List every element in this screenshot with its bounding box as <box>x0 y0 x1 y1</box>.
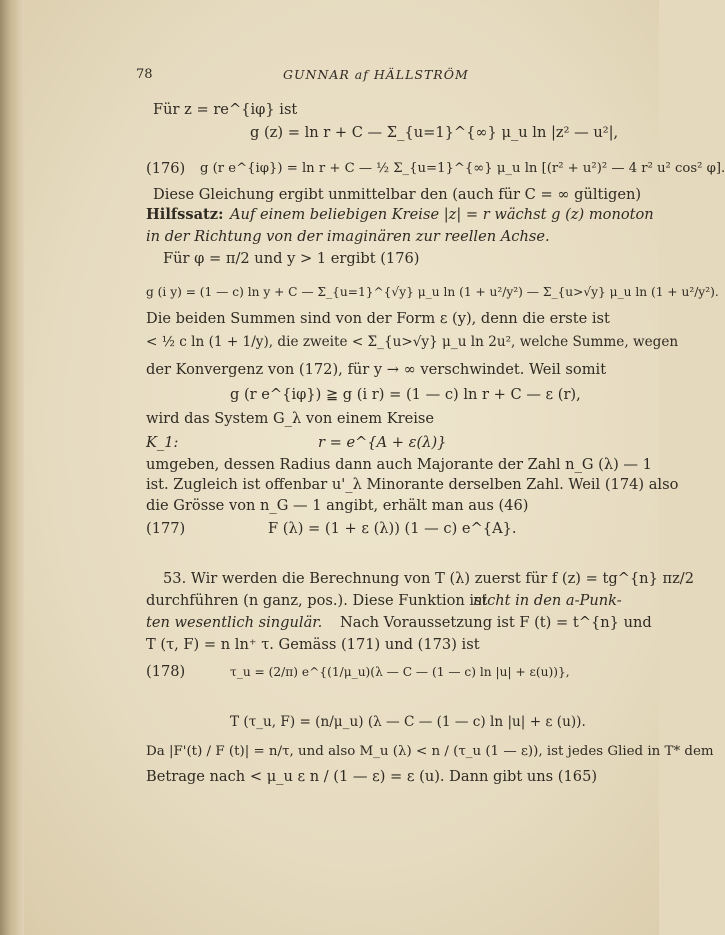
equation-number: (176) <box>146 160 186 177</box>
equation: T (τ_u, F) = (n/μ_u) (λ — C — (1 — c) ln |u| + ε (u)). <box>230 714 586 730</box>
text-line: Für φ = π/2 und y > 1 ergibt (176) <box>163 250 420 267</box>
text-line: durchführen (n ganz, pos.). Diese Funktion ist <box>146 592 488 609</box>
equation: r = e^{A + ε(λ)} <box>318 434 447 451</box>
text-line: Nach Voraussetzung ist F (t) = t^{n} und <box>340 614 652 631</box>
equation: g (i y) = (1 — c) ln y + C — Σ_{u=1}^{√y} μ_u ln (1 + u²/y²) — Σ_{u>√y} μ_u ln (1 + u²/y²). <box>146 285 719 299</box>
text-line: Die beiden Summen sind von der Form ε (y), denn die erste ist <box>146 310 610 327</box>
text-line: Da |F'(t) / F (t)| = n/τ, und also M_u (λ) < n / (τ_u (1 — ε)), ist jedes Glied in T* dem <box>146 744 714 759</box>
text-line: der Konvergenz von (172), für y → ∞ verschwindet. Weil somit <box>146 361 607 378</box>
text-line: 53. Wir werden die Berechnung von T (λ) zuerst für f (z) = tg^{n} πz/2 <box>163 570 694 587</box>
equation: g (z) = ln r + C — Σ_{u=1}^{∞} μ_u ln |z² — u²|, <box>250 124 619 141</box>
text-line: wird das System G_λ von einem Kreise <box>146 410 435 427</box>
equation-number: (177) <box>146 520 186 537</box>
text-line: ten wesentlich singulär. <box>146 614 323 631</box>
text-line: nicht in den a-Punk- <box>473 592 622 609</box>
equation: g (r e^{iφ}) = ln r + C — ½ Σ_{u=1}^{∞} μ_u ln [(r² + u²)² — 4 r² u² cos² φ]. <box>200 161 725 176</box>
text-line: in der Richtung von der imaginären zur reellen Achse. <box>146 228 550 245</box>
text-line: Betrage nach < μ_u ε n / (1 — ε) = ε (u). Dann gibt uns (165) <box>146 768 598 785</box>
equation: F (λ) = (1 + ε (λ)) (1 — c) e^{A}. <box>268 520 517 537</box>
equation: τ_u = (2/π) e^{(1/μ_u)(λ — C — (1 — c) ln |u| + ε(u))}, <box>230 665 570 679</box>
equation-number: K_1: <box>146 434 179 451</box>
text-line: umgeben, dessen Radius dann auch Majorante der Zahl n_G (λ) — 1 <box>146 456 652 473</box>
text-line: T (τ, F) = n ln⁺ τ. Gemäss (171) und (173) ist <box>146 636 480 653</box>
text-line: ist. Zugleich ist offenbar u'_λ Minorante derselben Zahl. Weil (174) also <box>146 476 679 493</box>
text-line: Für z = re^{iφ} ist <box>153 101 298 118</box>
text-line: Auf einem beliebigen Kreise |z| = r wächst g (z) monoton <box>230 206 654 223</box>
text-line: die Grösse von n_G — 1 angibt, erhält man aus (46) <box>146 497 529 514</box>
lemma-label: Hilfssatz: <box>146 206 224 223</box>
equation-number: (178) <box>146 663 186 680</box>
text-line: Diese Gleichung ergibt unmittelbar den (auch für C = ∞ gültigen) <box>153 186 642 203</box>
text-line: < ½ c ln (1 + 1/y), die zweite < Σ_{u>√y} μ_u ln 2u², welche Summe, wegen <box>146 334 679 350</box>
equation: g (r e^{iφ}) ≧ g (i r) = (1 — c) ln r + C — ε (r), <box>230 386 581 403</box>
book-gutter-shadow <box>0 0 24 935</box>
page-number: 78 <box>136 67 153 82</box>
running-title: GUNNAR af HÄLLSTRÖM <box>283 67 469 82</box>
